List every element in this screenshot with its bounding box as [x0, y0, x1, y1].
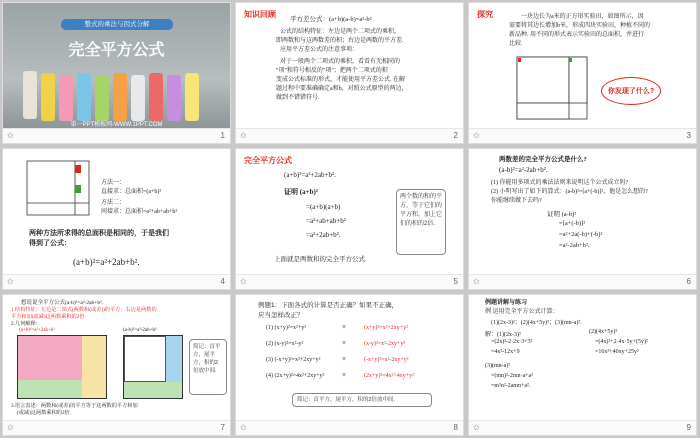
solution-1-step-2: =4x²-12x+9 — [491, 349, 520, 355]
body-line-1: 一块边长为a米的正方形实验田，如图所示，因 — [521, 14, 644, 20]
body-line-4: 比较. — [509, 41, 523, 47]
example-title: 例题1：下面各式的计算是否正确？如果不正确， — [258, 302, 399, 309]
thumbnail-footer — [3, 420, 230, 435]
star-icon: ✩ — [473, 277, 480, 286]
slide-number: 8 — [453, 423, 458, 432]
body-line-5: "项"和符号相反的"项"；把两个二项式的积 — [276, 68, 388, 74]
slide-thumbnail-3[interactable] — [468, 2, 697, 144]
wrong-equation-2: (2) (x-y)²=x²-y² — [266, 341, 304, 347]
proof-step-1: =(a+b)(a+b) — [306, 203, 341, 211]
section-tag: 完全平方公式 — [244, 156, 292, 165]
slide-number: 9 — [686, 423, 691, 432]
body-line-2: 需要将其边长增加b米，形成四块实验田，种植不同的 — [509, 23, 651, 29]
slide-number: 1 — [220, 131, 225, 140]
difference-formula-label: (a-b)²=a²-2ab+b² — [123, 328, 157, 333]
body-line-4: 对于一般两个二项式的乘积，看看有无相同的 — [280, 59, 401, 65]
body-line-1: 公式的结构特征：左边是两个二项式的乘积， — [280, 29, 401, 35]
thumbnail-footer — [236, 128, 463, 143]
cross-icon: × — [342, 340, 347, 347]
slide-thumbnail-9[interactable] — [468, 294, 697, 436]
slide-thumbnail-8[interactable] — [235, 294, 464, 436]
geometry-label: 2.几何解释： — [11, 321, 41, 327]
conclusion-line-1: 两种方法所求得的总面积是相同的，于是我们 — [29, 229, 169, 237]
body-line-7: 题过程中要准确确定a和b，对照公式原型的两边， — [276, 86, 408, 92]
thumbnail-footer — [469, 128, 696, 143]
correct-equation-3: (-x+y)²=x²-2xy+y² — [364, 357, 409, 363]
body-line-2: 即两数和与这两数差的积；右边是两数的平方差. — [276, 38, 404, 44]
cross-icon: × — [342, 372, 347, 379]
proof-step-2: =a²+2a(-b)+(-b)² — [559, 231, 603, 238]
thumbnail-footer — [3, 128, 230, 143]
wrong-equation-1: (1) (x+y)²=x²+y² — [266, 325, 307, 331]
tip-box: 两个数的和的平方，等于它们的平方和，加上它们的积的2倍. — [396, 189, 446, 255]
star-icon: ✩ — [7, 423, 14, 432]
feature-line-2: 平方和加(或减)这两数乘积的2倍. — [11, 314, 86, 320]
cross-icon: × — [342, 324, 347, 331]
section-tag: 探究 — [477, 10, 493, 19]
slide-title: 完全平方公式 — [68, 42, 165, 59]
summary-line: 上面就是两数和的完全平方公式. — [274, 256, 367, 263]
question-title: 两数差的完全平方公式是什么? — [499, 156, 587, 163]
sum-formula-label: (a+b)²=a²+2ab+b² — [19, 328, 55, 333]
question-1: (1) 你能用多项式的乘法法则来说明这个公式成立吗? — [491, 180, 629, 186]
body-line-3: 新品种. 用不同的形式表示实验田的总面积，并进行 — [509, 32, 645, 38]
conclusion-line-2: 得到了公式： — [29, 239, 71, 247]
wrong-equation-4: (4) (2x+y)²=4x²+2xy+y² — [266, 373, 325, 379]
body-line-8: 做到不错错符号. — [276, 95, 320, 101]
proof-step-3: =a²-2ab+b². — [559, 242, 590, 249]
slide-number: 3 — [686, 131, 691, 140]
proof-step-1: =[a+(-b)]² — [559, 220, 586, 227]
slide-thumbnail-1[interactable] — [2, 2, 231, 144]
slide-thumbnail-5[interactable] — [235, 148, 464, 290]
slide-thumbnail-2[interactable] — [235, 2, 464, 144]
slide-number: 7 — [220, 423, 225, 432]
difference-square-diagram — [123, 335, 183, 399]
thumbnail-footer — [236, 274, 463, 289]
solution-1-step-1: =(2x)²-2·2x·3+3² — [491, 339, 533, 345]
solution-2-title: (2)(4x+5y)² — [589, 329, 618, 335]
example-title: 例 运用完全平方公式计算： — [485, 309, 559, 315]
correct-equation-4: (2x+y)²=4x²+4xy+y² — [364, 373, 414, 379]
proof-step-2: =a²+ab+ab+b² — [306, 217, 346, 225]
question-2: (2) 小明写出了如下的算式：(a-b)²=[a+(-b)]²，他是怎么想的? — [491, 189, 648, 195]
solution-1-title: 解：(1)(2x-3)² — [485, 332, 521, 338]
star-icon: ✩ — [473, 131, 480, 140]
method1-text: 直接求：总面积=(a+b)² — [101, 189, 162, 195]
section-title: 例题讲解与练习 — [485, 300, 528, 306]
slide-footer-text: 第一PPT模板网-WWW.1PPT.COM — [70, 122, 163, 128]
slide-number: 4 — [220, 277, 225, 286]
difference-formula: (a-b)²=a²-2ab+b². — [499, 166, 548, 174]
statement-line-2: (或减)这两数乘积的2倍. — [17, 410, 72, 416]
slide-number: 6 — [686, 277, 691, 286]
area-diagram — [25, 159, 91, 217]
slide-thumbnail-4[interactable] — [2, 148, 231, 290]
proof-title: 证明 (a+b)² — [284, 188, 318, 196]
exercise-list: (1)(2x-3)²；(2)(4x+5y)²；(3)(mn-a)². — [491, 320, 582, 326]
slide-thumbnail-7[interactable] — [2, 294, 231, 436]
slide-number: 2 — [453, 131, 458, 140]
tip-box: 简记：首平方，尾平方，积的2倍放中间. — [189, 339, 227, 395]
star-icon: ✩ — [473, 423, 480, 432]
example-title-2: 应当怎样改正？ — [258, 312, 304, 319]
star-icon: ✩ — [7, 277, 14, 286]
solution-2-step-1: =(4x)²+2·4x·5y+(5y)² — [595, 339, 648, 345]
section-tag: 知识回顾 — [244, 10, 276, 19]
cross-icon: × — [342, 356, 347, 363]
star-icon: ✩ — [240, 277, 247, 286]
correct-equation-2: (x-y)²=x²-2xy+y² — [364, 341, 406, 347]
tip-box: 简记：首平方，尾平方，积的2倍放中间. — [292, 393, 432, 407]
star-icon: ✩ — [240, 423, 247, 432]
intro-line: 想说说全平方公式(a-b)²=a²-2ab+b². — [21, 300, 104, 306]
proof-step-3: =a²+2ab+b². — [306, 231, 341, 239]
formula-line: 平方差公式：(a+b)(a-b)=a²-b² — [290, 16, 372, 23]
solution-3-step-2: =m²n²-2amn+a². — [491, 383, 531, 389]
thumbnail-footer — [469, 274, 696, 289]
slide-number: 5 — [453, 277, 458, 286]
subject-banner: 整式的乘法与因式分解 — [61, 19, 173, 30]
thumbnail-footer — [236, 420, 463, 435]
expanded-field-diagram — [515, 55, 589, 121]
solution-2-step-2: =16x²+40xy+25y² — [595, 349, 639, 355]
solution-3-step-1: =(mn)²-2mn·a+a² — [491, 373, 534, 379]
question-3: 你能继续做下去吗? — [491, 198, 542, 204]
star-icon: ✩ — [7, 131, 14, 140]
question-bubble: 你发现了什么? — [601, 77, 661, 105]
star-icon: ✩ — [240, 131, 247, 140]
wrong-equation-3: (3) (-x+y)²=x²+2xy+y² — [266, 357, 321, 363]
statement-line-1: 3.语言表述：两数和(或差)的平方等于这两数的平方和加 — [11, 403, 138, 409]
formula-line: (a+b)²=a²+2ab+b². — [284, 171, 336, 179]
correct-equation-1: (x+y)²=x²+2xy+y² — [364, 325, 408, 331]
solution-3-title: (3)(mn-a)² — [485, 363, 511, 369]
body-line-6: 变成公式标准的形式，才能使用平方差公式. 在解 — [276, 77, 406, 83]
method2-title: 方法二： — [101, 200, 126, 206]
sum-square-diagram — [17, 335, 107, 399]
method2-text: 间接求：总面积=a²+ab+ab+b² — [101, 209, 178, 215]
thumbnail-footer — [469, 420, 696, 435]
slide-thumbnail-6[interactable] — [468, 148, 697, 290]
method1-title: 方法一： — [101, 180, 126, 186]
body-line-3: 应用平方差公式的注意事项： — [280, 47, 359, 53]
thumbnail-footer — [3, 274, 230, 289]
feature-line-1: 1.结构特征：左边是二项式(两数和(或差))的平方；右边是两数的 — [11, 307, 157, 313]
proof-title: 证明 (a-b)² — [547, 211, 577, 218]
result-formula: (a+b)²=a²+2ab+b². — [73, 257, 140, 267]
